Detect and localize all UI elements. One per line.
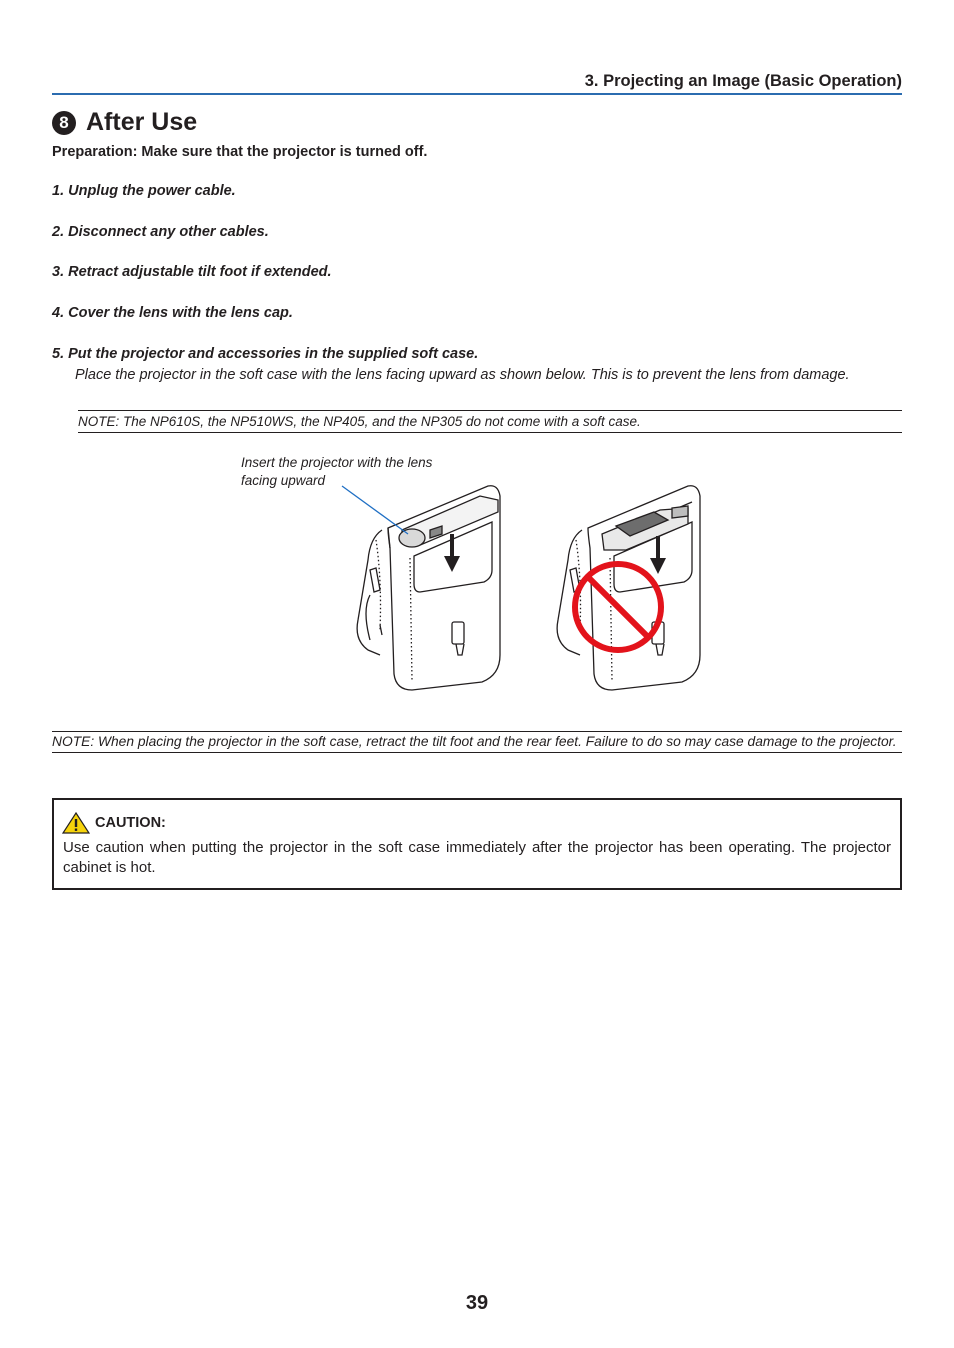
figure-callout: Insert the projector with the lens facing upward	[241, 455, 433, 488]
step-4: 4. Cover the lens with the lens cap.	[52, 305, 293, 321]
page-number: 39	[465, 1292, 489, 1314]
step-5: 5. Put the projector and accessories in the supplied soft case.	[52, 346, 479, 362]
caution-label: CAUTION:	[95, 815, 166, 831]
caution-box	[52, 798, 902, 890]
step-1: 1. Unplug the power cable.	[52, 183, 236, 199]
header-rule	[52, 93, 902, 95]
warning-triangle-icon	[62, 812, 90, 834]
caution-heading	[62, 812, 166, 834]
chapter-header: 3. Projecting an Image (Basic Operation)	[584, 72, 902, 90]
section-title: After Use	[86, 108, 198, 136]
step-3: 3. Retract adjustable tilt foot if extended.	[52, 264, 332, 280]
step-2: 2. Disconnect any other cables.	[52, 224, 269, 240]
prohibited-icon	[575, 564, 661, 650]
section-number-badge: 8	[52, 111, 76, 135]
step-5-detail: Place the projector in the soft case with the lens facing upward as shown below. This is to prevent the lens from damage.	[75, 367, 850, 383]
preparation-text: Preparation: Make sure that the projector is turned off.	[52, 144, 428, 160]
note-models: NOTE: The NP610S, the NP510WS, the NP405, and the NP305 do not come with a soft case.	[78, 410, 902, 433]
section-heading	[52, 108, 197, 137]
case-correct-illustration	[357, 486, 500, 690]
caution-text: Use caution when putting the projector in the soft case immediately after the projector has been operating. The projector cabinet is hot.	[63, 839, 891, 876]
note-feet: NOTE: When placing the projector in the soft case, retract the tilt foot and the rear feet. Failure to do so may case damage to the projector.	[52, 731, 902, 753]
